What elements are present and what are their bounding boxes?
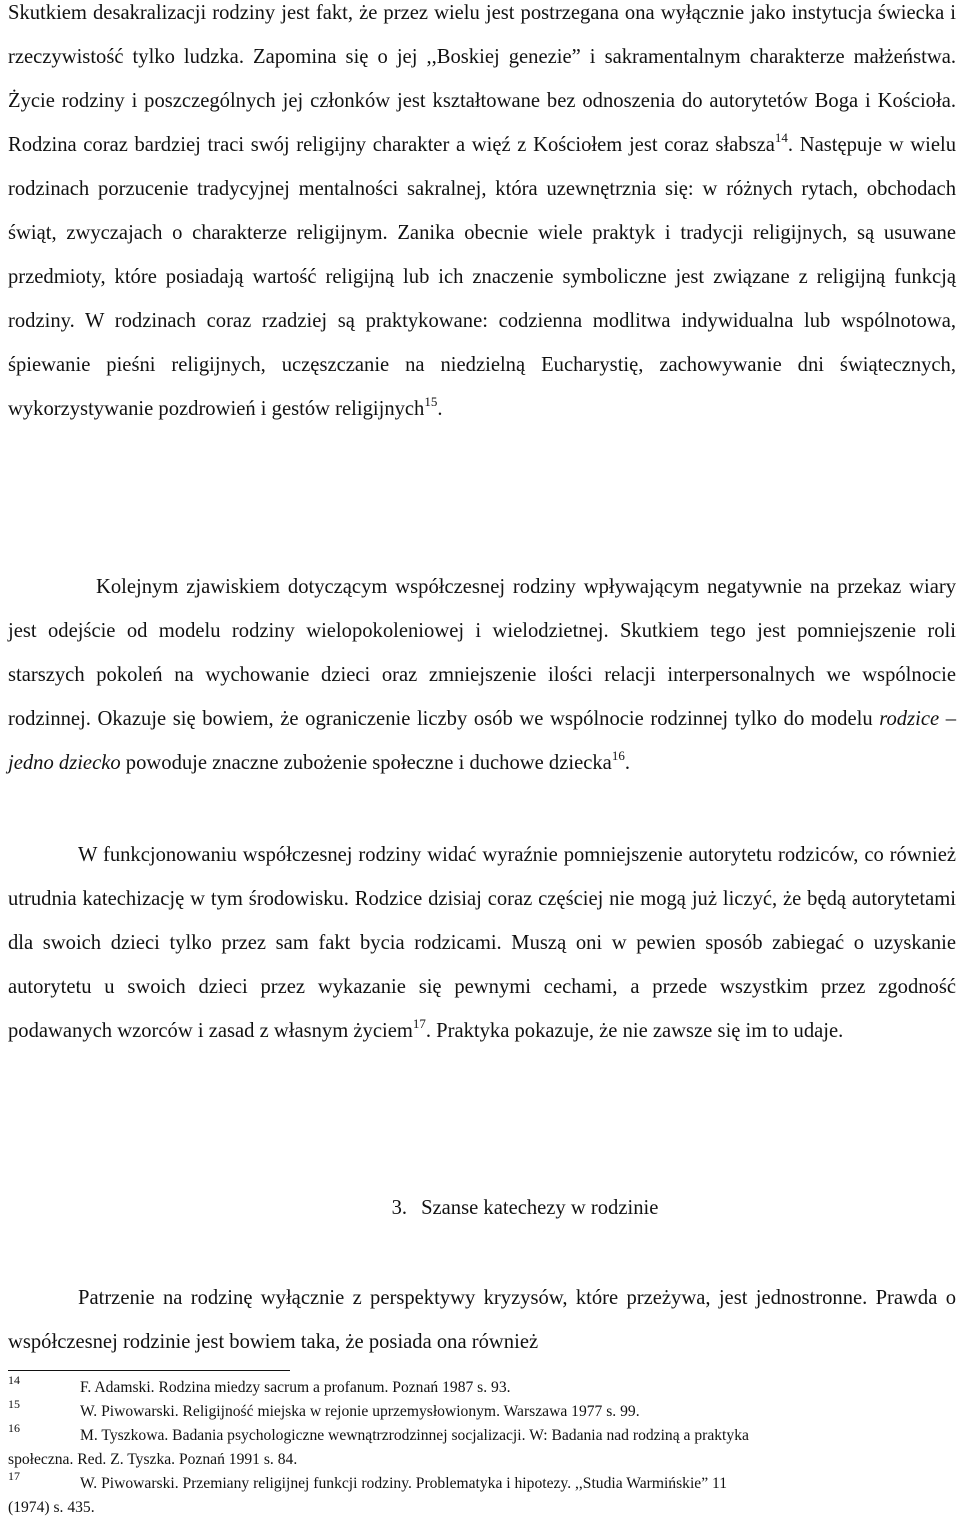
footnote-15	[8, 1397, 956, 1424]
footnote-text: F. Adamski. Rodzina miedzy sacrum a profanum. Poznań 1987 s. 93.	[80, 1379, 511, 1396]
paragraph-multigenerational	[8, 565, 956, 785]
section-heading	[8, 1186, 956, 1230]
footnote-text: W. Piwowarski. Przemiany religijnej funkcji rodziny. Problematyka i hipotezy. ,,Studia Warmińskie” 11	[80, 1475, 728, 1492]
paragraph-perspective	[8, 1276, 956, 1364]
footnote-mark: 17	[8, 1469, 20, 1483]
footnote-text: M. Tyszkowa. Badania psychologiczne wewnątrzrodzinnej socjalizacji. W: Badania nad rodziną a praktyka	[80, 1427, 749, 1444]
footnote-ref-16[interactable]: 16	[611, 748, 625, 763]
paragraph-text: Patrzenie na rodzinę wyłącznie z perspektywy kryzysów, które przeżywa, jest jednostronne. Prawda o współczesnej rodzinie jest bowiem taka, że posiada ona również	[8, 1287, 956, 1353]
footnote-text: W. Piwowarski. Religijność miejska w rejonie uprzemysłowionym. Warszawa 1977 s. 99.	[80, 1403, 640, 1420]
section-title: Szanse katechezy w rodzinie	[421, 1197, 659, 1219]
paragraph-text: powoduje znaczne zubożenie społeczne i duchowe dziecka	[120, 752, 612, 774]
footnote-ref-14[interactable]: 14	[774, 130, 788, 145]
footnote-ref-15[interactable]: 15	[424, 394, 438, 409]
paragraph-desacralization	[8, 0, 956, 431]
paragraph-text: . Praktyka pokazuje, że nie zawsze się im to udaje.	[425, 1020, 844, 1042]
footnote-mark: 14	[8, 1373, 20, 1387]
paragraph-text: . Następuje w wielu rodzinach porzucenie tradycyjnej mentalności sakralnej, która uzewnętrznia się: w różnych rytach, obchodach świąt, zwyczajach o charakterze religijnym. Zanika obecnie wiele praktyk i tradycji religijnych, są usuwane przedmioty, które posiadają wartość religijną lub ich znaczenie symboliczne jest związane z religijną funkcją rodziny. W rodzinach coraz rzadziej są praktykowane: codzienna modlitwa indywidualna lub wspólnotowa, śpiewanie pieśni religijnych, uczęszczanie na niedzielną Eucharystię, zachowywanie dni świątecznych, wykorzystywanie pozdrowień i gestów religijnych	[8, 134, 956, 420]
paragraph-parental-authority	[8, 833, 956, 1053]
italic-phrase: rodzice – jedno dziecko	[8, 708, 957, 774]
footnote-17	[8, 1469, 956, 1520]
footnote-text-continued: (1974) s. 435.	[8, 1499, 95, 1516]
footnote-14	[8, 1373, 956, 1400]
footnote-ref-17[interactable]: 17	[412, 1016, 426, 1031]
footnotes	[8, 1373, 956, 1520]
footnote-text-continued: społeczna. Red. Z. Tyszka. Poznań 1991 s. 84.	[8, 1451, 298, 1468]
footnote-16	[8, 1421, 956, 1472]
paragraph-text: .	[437, 398, 443, 420]
footnote-mark: 15	[8, 1397, 20, 1411]
paragraph-text: W funkcjonowaniu współczesnej rodziny widać wyraźnie pomniejszenie autorytetu rodziców, co również utrudnia katechizację w tym środowisku. Rodzice dzisiaj coraz częściej nie mogą już liczyć, że będą autorytetami dla swoich dzieci tylko przez sam fakt bycia rodzicami. Muszą oni w pewien sposób zabiegać o uzyskanie autorytetu u swoich dzieci przez wykazanie się pewnymi cechami, a przede wszystkim przez zgodność podawanych wzorców i zasad z własnym życiem	[8, 844, 956, 1042]
section-number: 3.	[391, 1197, 408, 1219]
footnote-mark: 16	[8, 1421, 20, 1435]
footnote-separator	[8, 1370, 290, 1371]
paragraph-text: Kolejnym zjawiskiem dotyczącym współczesnej rodziny wpływającym negatywnie na przekaz wiary jest odejście od modelu rodziny wielopokoleniowej i wielodzietnej. Skutkiem tego jest pomniejszenie roli starszych pokoleń na wychowanie dzieci oraz zmniejszenie ilości relacji interpersonalnych we wspólnocie rodzinnej. Okazuje się bowiem, że ograniczenie liczby osób we wspólnocie rodzinnej tylko do modelu	[8, 576, 956, 730]
paragraph-text: Skutkiem desakralizacji rodziny jest fakt, że przez wielu jest postrzegana ona wyłącznie jako instytucja świecka i rzeczywistość tylko ludzka. Zapomina się o jej ,,Boskiej genezie” i sakramentalnym charakterze małżeństwa. Życie rodziny i poszczególnych jej członków jest kształtowane bez odnoszenia do autorytetów Boga i Kościoła. Rodzina coraz bardziej traci swój religijny charakter a więź z Kościołem jest coraz słabsza	[8, 2, 956, 156]
paragraph-text: .	[624, 752, 630, 774]
